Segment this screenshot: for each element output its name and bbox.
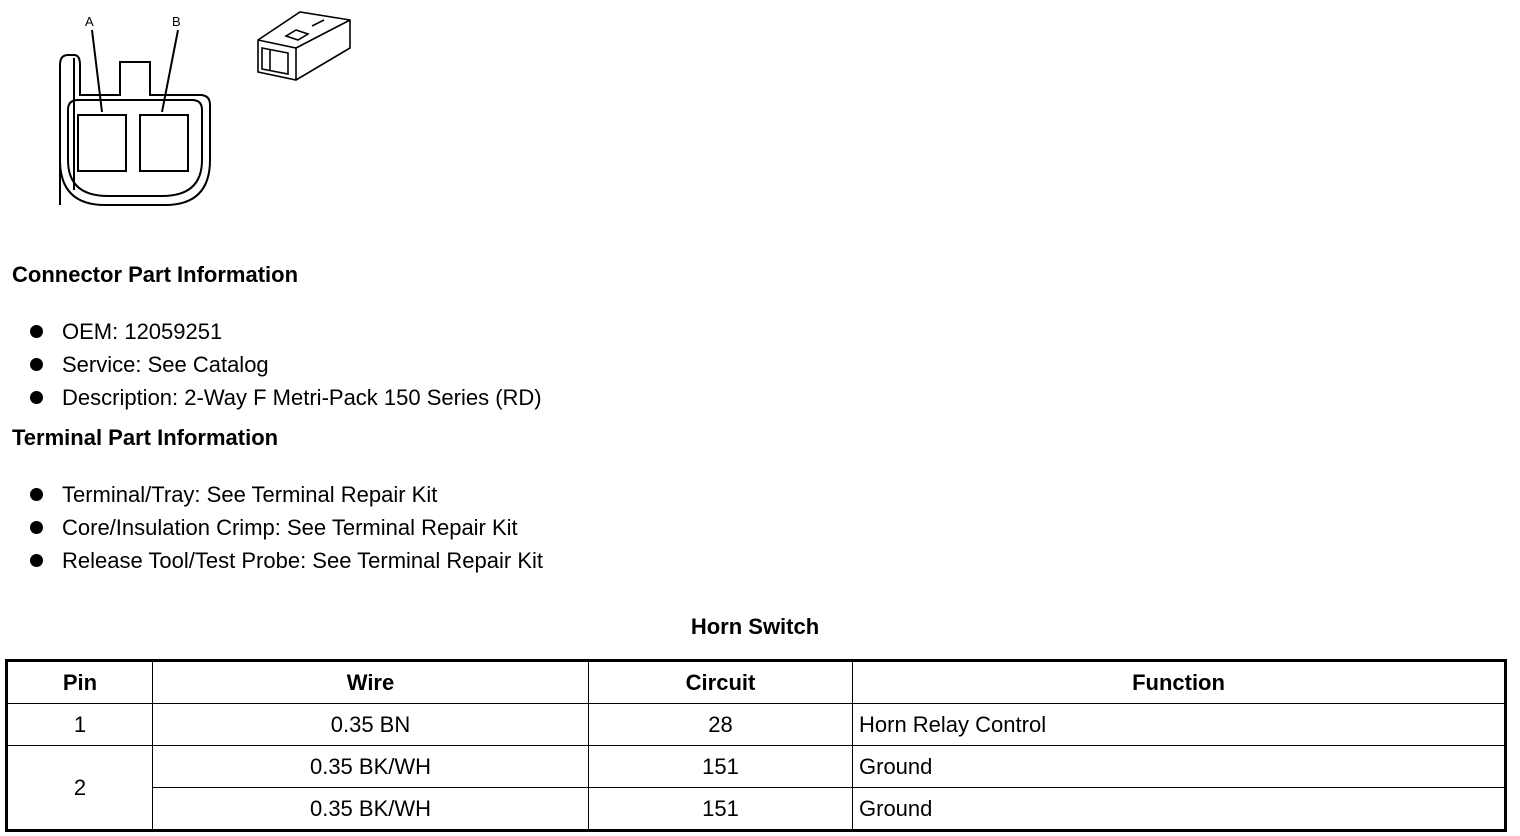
list-item: Service: See Catalog bbox=[30, 348, 542, 381]
terminal-part-info-list bbox=[30, 478, 543, 577]
cell-circuit: 151 bbox=[589, 788, 853, 831]
cavity-a bbox=[78, 115, 126, 171]
cavity-b bbox=[140, 115, 188, 171]
connector-part-info-list bbox=[30, 315, 542, 414]
cell-wire: 0.35 BN bbox=[153, 704, 589, 746]
bullet-icon bbox=[30, 554, 43, 567]
cell-function: Ground bbox=[853, 788, 1506, 831]
cell-wire: 0.35 BK/WH bbox=[153, 746, 589, 788]
cell-circuit: 28 bbox=[589, 704, 853, 746]
cell-function: Ground bbox=[853, 746, 1506, 788]
table-header-row bbox=[7, 661, 1506, 704]
cell-pin: 2 bbox=[7, 746, 153, 831]
connector-face-diagram bbox=[0, 0, 380, 220]
cell-wire: 0.35 BK/WH bbox=[153, 788, 589, 831]
bullet-icon bbox=[30, 325, 43, 338]
cell-function: Horn Relay Control bbox=[853, 704, 1506, 746]
bullet-icon bbox=[30, 358, 43, 371]
connector-isometric-view bbox=[258, 12, 350, 80]
table-row bbox=[7, 746, 1506, 788]
cell-circuit: 151 bbox=[589, 746, 853, 788]
bullet-icon bbox=[30, 521, 43, 534]
header-function: Function bbox=[853, 661, 1506, 704]
pinout-table bbox=[5, 659, 1507, 832]
list-item: Core/Insulation Crimp: See Terminal Repair Kit bbox=[30, 511, 543, 544]
cell-pin: 1 bbox=[7, 704, 153, 746]
table-title: Horn Switch bbox=[690, 614, 820, 639]
pin-label-a: A bbox=[85, 14, 94, 29]
table-row bbox=[7, 704, 1506, 746]
header-circuit: Circuit bbox=[589, 661, 853, 704]
header-wire: Wire bbox=[153, 661, 589, 704]
header-pin: Pin bbox=[7, 661, 153, 704]
connector-part-info-heading: Connector Part Information bbox=[12, 262, 299, 287]
bullet-icon bbox=[30, 391, 43, 404]
list-item: Description: 2-Way F Metri-Pack 150 Series (RD) bbox=[30, 381, 542, 414]
list-item: OEM: 12059251 bbox=[30, 315, 542, 348]
list-item: Release Tool/Test Probe: See Terminal Repair Kit bbox=[30, 544, 543, 577]
terminal-part-info-heading: Terminal Part Information bbox=[12, 425, 279, 450]
pin-label-b: B bbox=[172, 14, 181, 29]
bullet-icon bbox=[30, 488, 43, 501]
table-row bbox=[7, 788, 1506, 831]
list-item: Terminal/Tray: See Terminal Repair Kit bbox=[30, 478, 543, 511]
